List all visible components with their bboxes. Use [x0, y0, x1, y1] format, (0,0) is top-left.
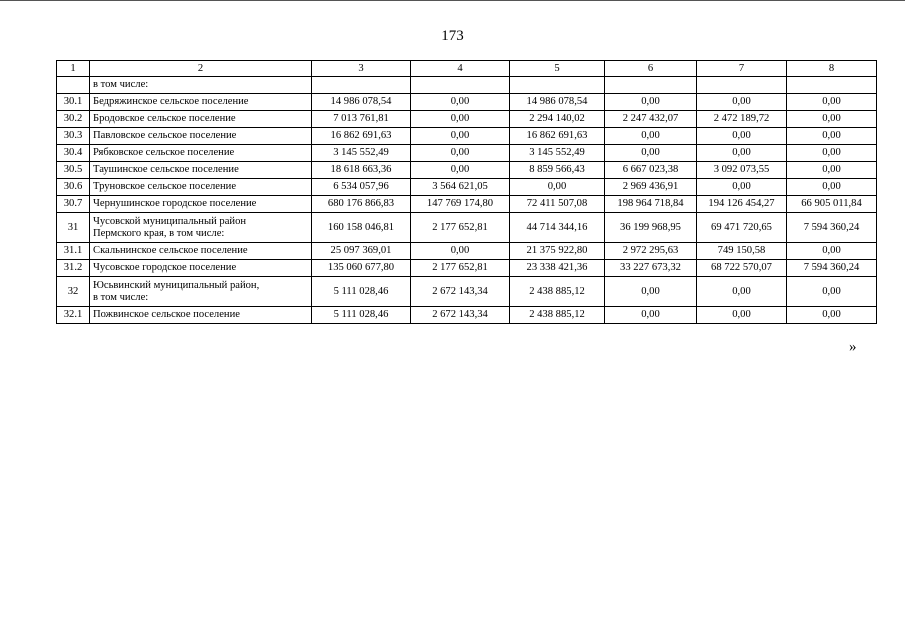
header-cell: 6 [605, 61, 697, 77]
value-cell: 2 177 652,81 [411, 260, 510, 277]
value-cell: 33 227 673,32 [605, 260, 697, 277]
value-cell: 25 097 369,01 [312, 243, 411, 260]
value-cell: 6 667 023,38 [605, 162, 697, 179]
empty-cell [510, 77, 605, 94]
row-name: Чусовское городское поселение [90, 260, 312, 277]
table-row [57, 213, 877, 243]
value-cell: 3 564 621,05 [411, 179, 510, 196]
header-cell: 1 [57, 61, 90, 77]
value-cell: 5 111 028,46 [312, 277, 411, 307]
table-row [57, 128, 877, 145]
value-cell: 194 126 454,27 [697, 196, 787, 213]
value-cell: 0,00 [697, 94, 787, 111]
value-cell: 72 411 507,08 [510, 196, 605, 213]
header-cell: 3 [312, 61, 411, 77]
value-cell: 36 199 968,95 [605, 213, 697, 243]
value-cell: 147 769 174,80 [411, 196, 510, 213]
value-cell: 749 150,58 [697, 243, 787, 260]
data-table [56, 60, 877, 324]
table-row [57, 94, 877, 111]
value-cell: 0,00 [605, 94, 697, 111]
value-cell: 7 013 761,81 [312, 111, 411, 128]
row-name: Таушинское сельское поселение [90, 162, 312, 179]
value-cell: 16 862 691,63 [312, 128, 411, 145]
value-cell: 0,00 [411, 128, 510, 145]
row-number: 30.6 [57, 179, 90, 196]
value-cell: 2 972 295,63 [605, 243, 697, 260]
row-number: 30.3 [57, 128, 90, 145]
value-cell: 135 060 677,80 [312, 260, 411, 277]
value-cell: 160 158 046,81 [312, 213, 411, 243]
empty-cell [605, 77, 697, 94]
row-name [90, 213, 312, 243]
value-cell: 0,00 [697, 307, 787, 324]
header-cell: 4 [411, 61, 510, 77]
subheading: в том числе: [90, 77, 312, 94]
value-cell: 0,00 [787, 128, 877, 145]
value-cell: 0,00 [605, 307, 697, 324]
table-row [57, 145, 877, 162]
value-cell: 2 294 140,02 [510, 111, 605, 128]
value-cell: 0,00 [411, 111, 510, 128]
value-cell: 16 862 691,63 [510, 128, 605, 145]
value-cell: 0,00 [787, 145, 877, 162]
row-name: Чернушинское городское поселение [90, 196, 312, 213]
row-name: Бродовское сельское поселение [90, 111, 312, 128]
value-cell: 0,00 [697, 277, 787, 307]
value-cell: 2 672 143,34 [411, 277, 510, 307]
value-cell: 2 438 885,12 [510, 307, 605, 324]
empty-cell [312, 77, 411, 94]
value-cell: 23 338 421,36 [510, 260, 605, 277]
value-cell: 8 859 566,43 [510, 162, 605, 179]
row-name-line: Юсьвинский муниципальный район, [93, 279, 260, 291]
value-cell: 3 145 552,49 [510, 145, 605, 162]
value-cell: 2 177 652,81 [411, 213, 510, 243]
value-cell: 2 969 436,91 [605, 179, 697, 196]
value-cell: 0,00 [411, 243, 510, 260]
row-name: Павловское сельское поселение [90, 128, 312, 145]
value-cell: 0,00 [787, 94, 877, 111]
value-cell: 21 375 922,80 [510, 243, 605, 260]
row-number: 30.4 [57, 145, 90, 162]
value-cell: 0,00 [510, 179, 605, 196]
value-cell: 0,00 [787, 179, 877, 196]
row-name: Бедряжинское сельское поселение [90, 94, 312, 111]
row-number: 31.2 [57, 260, 90, 277]
row-number: 31 [57, 213, 90, 243]
value-cell: 0,00 [697, 179, 787, 196]
row-name-line: в том числе: [93, 291, 149, 303]
value-cell: 44 714 344,16 [510, 213, 605, 243]
value-cell: 0,00 [787, 243, 877, 260]
value-cell: 0,00 [697, 145, 787, 162]
header-cell: 8 [787, 61, 877, 77]
value-cell: 3 145 552,49 [312, 145, 411, 162]
value-cell: 2 438 885,12 [510, 277, 605, 307]
value-cell: 0,00 [605, 277, 697, 307]
table-row [57, 307, 877, 324]
row-name: Труновское сельское поселение [90, 179, 312, 196]
table-row [57, 162, 877, 179]
row-number: 30.7 [57, 196, 90, 213]
row-name: Рябковское сельское поселение [90, 145, 312, 162]
value-cell: 2 247 432,07 [605, 111, 697, 128]
closing-quote-mark: » [849, 339, 857, 355]
value-cell: 18 618 663,36 [312, 162, 411, 179]
header-cell: 5 [510, 61, 605, 77]
value-cell: 0,00 [787, 277, 877, 307]
value-cell: 14 986 078,54 [312, 94, 411, 111]
value-cell: 3 092 073,55 [697, 162, 787, 179]
table-row [57, 243, 877, 260]
row-name: Пожвинское сельское поселение [90, 307, 312, 324]
value-cell: 0,00 [411, 94, 510, 111]
table-row [57, 196, 877, 213]
value-cell: 6 534 057,96 [312, 179, 411, 196]
table-row [57, 277, 877, 307]
value-cell: 69 471 720,65 [697, 213, 787, 243]
row-name [90, 277, 312, 307]
empty-cell [787, 77, 877, 94]
row-number: 30.5 [57, 162, 90, 179]
header-cell: 7 [697, 61, 787, 77]
value-cell: 5 111 028,46 [312, 307, 411, 324]
value-cell: 2 472 189,72 [697, 111, 787, 128]
header-row [57, 61, 877, 77]
value-cell: 680 176 866,83 [312, 196, 411, 213]
row-number: 32.1 [57, 307, 90, 324]
scan-edge-line [0, 0, 905, 1]
table-row [57, 179, 877, 196]
table-row [57, 111, 877, 128]
row-name-line: Пермского края, в том числе: [93, 227, 225, 239]
value-cell: 0,00 [787, 111, 877, 128]
table-row [57, 260, 877, 277]
empty-cell [57, 77, 90, 94]
value-cell: 0,00 [697, 128, 787, 145]
subheading-row [57, 77, 877, 94]
empty-cell [411, 77, 510, 94]
value-cell: 0,00 [411, 162, 510, 179]
value-cell: 14 986 078,54 [510, 94, 605, 111]
value-cell: 0,00 [411, 145, 510, 162]
row-name-line: Чусовской муниципальный район [93, 215, 247, 227]
value-cell: 198 964 718,84 [605, 196, 697, 213]
value-cell: 0,00 [605, 145, 697, 162]
page-number: 173 [441, 28, 464, 44]
value-cell: 2 672 143,34 [411, 307, 510, 324]
value-cell: 7 594 360,24 [787, 260, 877, 277]
row-name: Скальнинское сельское поселение [90, 243, 312, 260]
value-cell: 0,00 [787, 162, 877, 179]
value-cell: 0,00 [605, 128, 697, 145]
empty-cell [697, 77, 787, 94]
row-number: 30.2 [57, 111, 90, 128]
value-cell: 68 722 570,07 [697, 260, 787, 277]
value-cell: 66 905 011,84 [787, 196, 877, 213]
row-number: 32 [57, 277, 90, 307]
header-cell: 2 [90, 61, 312, 77]
value-cell: 7 594 360,24 [787, 213, 877, 243]
value-cell: 0,00 [787, 307, 877, 324]
row-number: 31.1 [57, 243, 90, 260]
row-number: 30.1 [57, 94, 90, 111]
